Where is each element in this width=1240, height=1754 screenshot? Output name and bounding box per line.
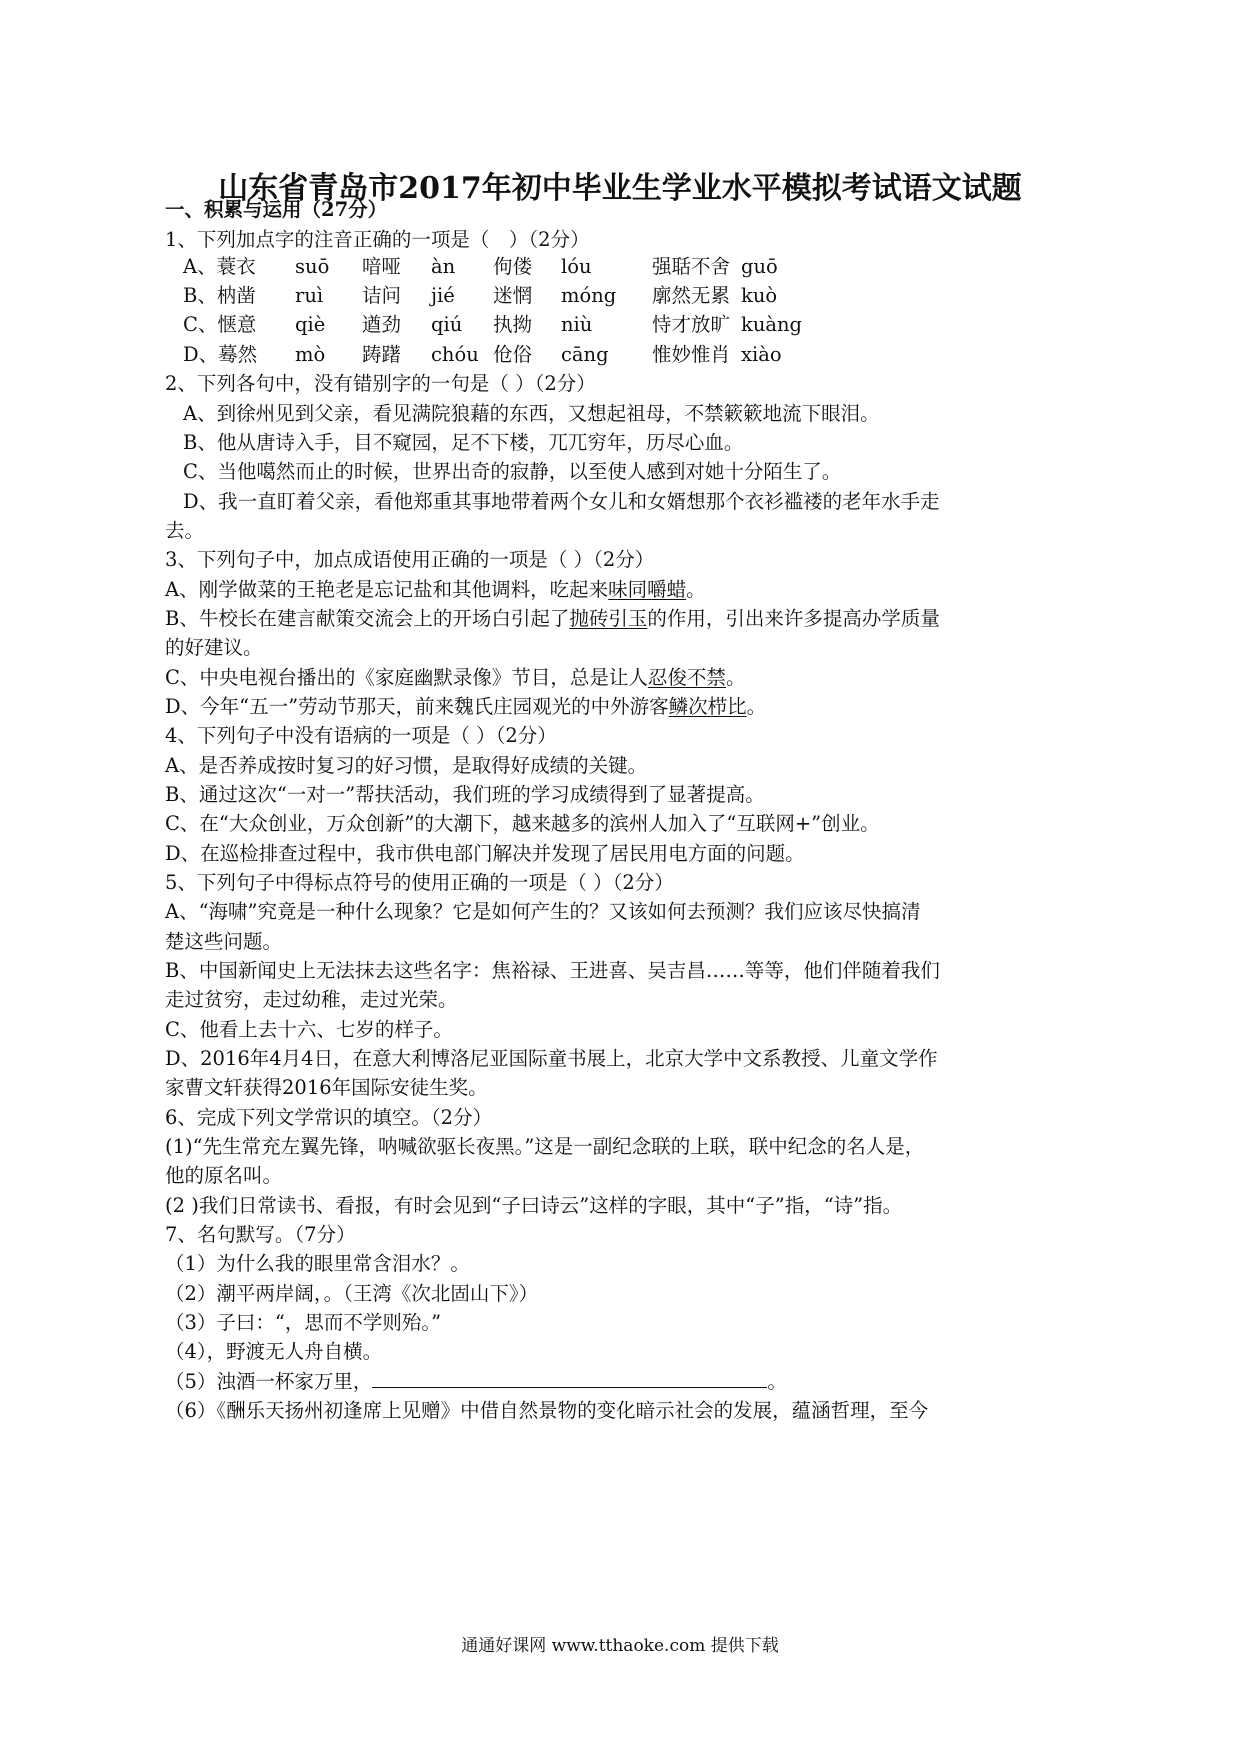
q1-word: 遒劲 [362, 313, 402, 336]
underlined-idiom: 鳞次栉比 [668, 695, 747, 718]
underlined-idiom: 抛砖引玉 [569, 607, 648, 630]
q1-pinyin: suō [295, 255, 330, 278]
q1-pinyin: qiú [431, 313, 463, 336]
q3-option-b-cont: 的好建议。 [165, 636, 263, 659]
q1-word: 踌躇 [362, 343, 402, 366]
q1-word: 恃才放旷 [652, 313, 731, 336]
q2-option-b: B、他从唐诗入手，目不窥园，足不下楼，兀兀穷年，历尽心血。 [183, 431, 744, 454]
q1-word: 惟妙惟肖 [652, 343, 731, 366]
q5-option-c: C、他看上去十六、七岁的样子。 [165, 1018, 453, 1041]
q4-stem: 4、下列句子中没有语病的一项是（ ）（2分） [165, 724, 557, 747]
q6-part1-cont: 他的原名叫。 [165, 1164, 283, 1187]
answer-blank [372, 1369, 767, 1388]
q6-stem: 6、完成下列文学常识的填空。（2分） [165, 1106, 493, 1129]
q1-word: 廓然无累 [652, 284, 731, 307]
q4-option-c: C、在“大众创业，万众创新”的大潮下，越来越多的滨州人加入了“互联网+”创业。 [165, 812, 880, 835]
q1-word: 喑哑 [362, 255, 402, 278]
q1-pinyin: kuàng [741, 313, 803, 336]
q5-option-a-cont: 楚这些问题。 [165, 930, 283, 953]
q1-pinyin: niù [561, 313, 593, 336]
q1-pinyin: jié [431, 284, 455, 307]
q5-option-d: D、2016年4月4日，在意大利博洛尼亚国际童书展上，北京大学中文系教授、儿童文学作 [165, 1047, 938, 1070]
page-title: 山东省青岛市2017年初中毕业生学业水平模拟考试语文试题 [218, 171, 1022, 206]
q1-word: D、蓦然 [183, 343, 258, 366]
q3-option-a: A、刚学做菜的王艳老是忘记盐和其他调料，吃起来味同嚼蜡。 [165, 578, 706, 601]
q4-option-a: A、是否养成按时复习的好习惯，是取得好成绩的关键。 [165, 754, 648, 777]
q7-item-6: （6）《酬乐天扬州初逢席上见赠》中借自然景物的变化暗示社会的发展，蕴涵哲理，至今 [165, 1399, 929, 1422]
q1-pinyin: ruì [295, 284, 324, 307]
q1-word: 执拗 [493, 313, 533, 336]
q7-item-5: （5）浊酒一杯家万里， 。 [165, 1370, 787, 1393]
q2-option-a: A、到徐州见到父亲，看见满院狼藉的东西，又想起祖母，不禁簌簌地流下眼泪。 [183, 402, 880, 425]
q1-word: 强聒不舍 [652, 255, 731, 278]
underlined-idiom: 味同嚼蜡 [608, 578, 687, 601]
q1-pinyin: móng [561, 284, 617, 307]
q2-option-d-cont: 去。 [165, 519, 205, 542]
q1-pinyin: mò [295, 343, 326, 366]
q1-word: 伧俗 [493, 343, 533, 366]
q1-stem: 1、下列加点字的注音正确的一项是（ ）（2分） [165, 228, 590, 251]
q7-item-2: （2）潮平两岸阔，。（王湾《次北固山下》） [165, 1282, 539, 1305]
q2-option-d: D、我一直盯着父亲，看他郑重其事地带着两个女儿和女婿想那个衣衫褴褛的老年水手走 [183, 490, 940, 513]
q7-item-3: （3）子曰：“，思而不学则殆。” [165, 1311, 442, 1334]
q3-option-c: C、中央电视台播出的《家庭幽默录像》节目，总是让人忍俊不禁。 [165, 666, 746, 689]
q1-pinyin: chóu [431, 343, 479, 366]
q4-option-b: B、通过这次“一对一”帮扶活动，我们班的学习成绩得到了显著提高。 [165, 783, 765, 806]
q1-word: C、惬意 [183, 313, 257, 336]
q7-item-4: （4），野渡无人舟自横。 [165, 1340, 383, 1363]
q2-stem: 2、下列各句中，没有错别字的一句是（ ）（2分） [165, 372, 596, 395]
q3-option-d: D、今年“五一”劳动节那天，前来魏氏庄园观光的中外游客鳞次栉比。 [165, 695, 767, 718]
footer-credit: 通通好课网 www.tthaoke.com 提供下载 [461, 1636, 779, 1656]
q2-option-c: C、当他噶然而止的时候，世界出奇的寂静，以至使人感到对她十分陌生了。 [183, 460, 842, 483]
q7-stem: 7、名句默写。（7分） [165, 1223, 356, 1246]
q1-word: B、枘凿 [183, 284, 256, 307]
q6-part2: (2 )我们日常读书、看报，有时会见到“子曰诗云”这样的字眼，其中“子”指，“诗”指。 [165, 1194, 903, 1217]
q1-pinyin: xiào [741, 343, 782, 366]
q1-pinyin: guō [741, 255, 778, 278]
q1-word: 迷惘 [493, 284, 533, 307]
q4-option-d: D、在巡检排查过程中，我市供电部门解决并发现了居民用电方面的问题。 [165, 842, 805, 865]
q6-part1: (1)“先生常充左翼先锋，呐喊欲驱长夜黑。”这是一副纪念联的上联，联中纪念的名人是， [165, 1135, 925, 1158]
q5-stem: 5、下列句子中得标点符号的使用正确的一项是（ ）（2分） [165, 871, 674, 894]
q1-pinyin: kuò [741, 284, 778, 307]
q5-option-a: A、“海啸”究竟是一种什么现象？它是如何产生的？又该如何去预测？我们应该尽快搞清 [165, 900, 921, 923]
underlined-idiom: 忍俊不禁 [647, 666, 726, 689]
q7-item-1: （1）为什么我的眼里常含泪水？。 [165, 1252, 470, 1275]
q1-pinyin: qiè [295, 313, 326, 336]
q1-pinyin: lóu [561, 255, 592, 278]
q3-option-b: B、牛校长在建言献策交流会上的开场白引起了抛砖引玉的作用，引出来许多提高办学质量 [165, 607, 940, 630]
section-heading: 一、积累与运用（27分） [165, 198, 388, 221]
q5-option-b: B、中国新闻史上无法抹去这些名字：焦裕禄、王进喜、吴吉昌……等等，他们伴随着我们 [165, 959, 940, 982]
q1-word: 诘问 [362, 284, 402, 307]
q1-word: 佝偻 [493, 255, 533, 278]
q1-pinyin: cāng [561, 343, 609, 366]
q5-option-b-cont: 走过贫穷，走过幼稚，走过光荣。 [165, 988, 458, 1011]
q3-stem: 3、下列句子中，加点成语使用正确的一项是（ ）（2分） [165, 548, 655, 571]
q1-word: A、蓑衣 [183, 255, 256, 278]
q1-pinyin: àn [431, 255, 456, 278]
q5-option-d-cont: 家曹文轩获得2016年国际安徒生奖。 [165, 1076, 488, 1099]
